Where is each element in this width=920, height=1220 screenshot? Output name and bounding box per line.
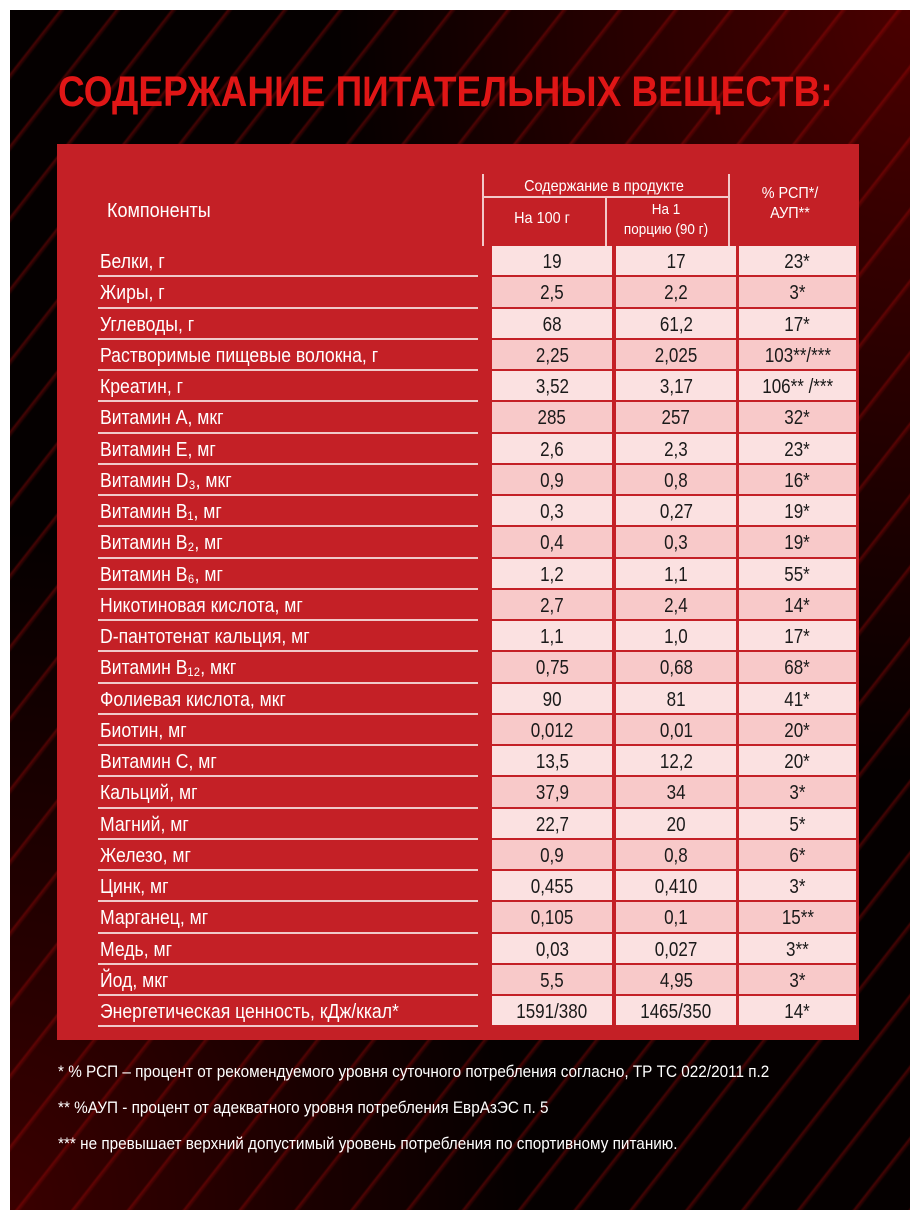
nutrition-table xyxy=(57,144,859,1040)
component-name: Витамин B₂, мг xyxy=(98,527,478,558)
value-rsp-percent: 3* xyxy=(739,277,856,306)
value-per-portion: 0,01 xyxy=(616,715,736,744)
table-row xyxy=(98,652,856,683)
value-per-portion: 2,2 xyxy=(616,277,736,306)
value-per-portion: 2,3 xyxy=(616,434,736,463)
component-name: Креатин, г xyxy=(98,371,478,402)
table-row xyxy=(98,465,856,496)
value-rsp-percent: 20* xyxy=(739,715,856,744)
value-per-portion: 2,025 xyxy=(616,340,736,369)
component-name: Медь, мг xyxy=(98,934,478,965)
value-per-100g: 0,9 xyxy=(492,465,612,494)
component-name: Витамин B₁, мг xyxy=(98,496,478,527)
value-rsp-percent: 17* xyxy=(739,309,856,338)
page-title: СОДЕРЖАНИЕ ПИТАТЕЛЬНЫХ ВЕЩЕСТВ: xyxy=(58,68,833,116)
value-per-100g: 68 xyxy=(492,309,612,338)
value-per-100g: 3,52 xyxy=(492,371,612,400)
value-rsp-percent: 55* xyxy=(739,559,856,588)
value-per-100g: 0,9 xyxy=(492,840,612,869)
value-per-portion: 0,3 xyxy=(616,527,736,556)
value-per-portion: 0,27 xyxy=(616,496,736,525)
value-per-100g: 5,5 xyxy=(492,965,612,994)
value-per-100g: 0,105 xyxy=(492,902,612,931)
value-per-100g: 2,5 xyxy=(492,277,612,306)
value-per-portion: 0,410 xyxy=(616,871,736,900)
component-name: Углеводы, г xyxy=(98,309,478,340)
value-rsp-percent: 103**/*** xyxy=(739,340,856,369)
header-separator xyxy=(482,174,484,246)
table-row xyxy=(98,527,856,558)
header-rsp-line1: % РСП*/ xyxy=(761,185,819,202)
component-name: Витамин B₁₂, мкг xyxy=(98,652,478,683)
value-rsp-percent: 3* xyxy=(739,871,856,900)
value-per-100g: 19 xyxy=(492,246,612,275)
table-row xyxy=(98,871,856,902)
table-row xyxy=(98,340,856,371)
footnote-aup: ** %АУП - процент от адекватного уровня потребления ЕврАзЭС п. 5 xyxy=(58,1098,549,1117)
component-name: Энергетическая ценность, кДж/ккал* xyxy=(98,996,478,1027)
value-rsp-percent: 14* xyxy=(739,996,856,1025)
table-row xyxy=(98,965,856,996)
value-per-portion: 81 xyxy=(616,684,736,713)
value-rsp-percent: 41* xyxy=(739,684,856,713)
table-row xyxy=(98,434,856,465)
component-name: Жиры, г xyxy=(98,277,478,308)
component-name: Витамин B₆, мг xyxy=(98,559,478,590)
table-row xyxy=(98,621,856,652)
table-row xyxy=(98,246,856,277)
table-row xyxy=(98,559,856,590)
value-rsp-percent: 3* xyxy=(739,965,856,994)
component-name: Марганец, мг xyxy=(98,902,478,933)
value-per-portion: 0,027 xyxy=(616,934,736,963)
table-row xyxy=(98,277,856,308)
table-row xyxy=(98,371,856,402)
value-per-100g: 0,455 xyxy=(492,871,612,900)
value-per-100g: 285 xyxy=(492,402,612,431)
component-name: Цинк, мг xyxy=(98,871,478,902)
value-rsp-percent: 20* xyxy=(739,746,856,775)
value-per-100g: 0,012 xyxy=(492,715,612,744)
value-per-portion: 3,17 xyxy=(616,371,736,400)
table-row xyxy=(98,777,856,808)
value-per-portion: 17 xyxy=(616,246,736,275)
value-per-portion: 0,8 xyxy=(616,840,736,869)
value-per-100g: 13,5 xyxy=(492,746,612,775)
header-separator xyxy=(605,198,607,246)
header-separator xyxy=(728,174,730,246)
value-per-100g: 0,75 xyxy=(492,652,612,681)
value-per-portion: 34 xyxy=(616,777,736,806)
table-row xyxy=(98,746,856,777)
value-per-100g: 2,25 xyxy=(492,340,612,369)
value-per-100g: 37,9 xyxy=(492,777,612,806)
value-per-100g: 22,7 xyxy=(492,809,612,838)
table-row xyxy=(98,402,856,433)
table-row xyxy=(98,809,856,840)
component-name: Растворимые пищевые волокна, г xyxy=(98,340,478,371)
value-per-100g: 0,03 xyxy=(492,934,612,963)
value-per-portion: 20 xyxy=(616,809,736,838)
value-per-100g: 0,3 xyxy=(492,496,612,525)
table-row xyxy=(98,684,856,715)
header-components: Компоненты xyxy=(107,200,211,222)
value-rsp-percent: 14* xyxy=(739,590,856,619)
value-rsp-percent: 23* xyxy=(739,434,856,463)
component-name: Витамин D₃, мкг xyxy=(98,465,478,496)
value-rsp-percent: 3* xyxy=(739,777,856,806)
component-name: Йод, мкг xyxy=(98,965,478,996)
table-row xyxy=(98,590,856,621)
table-row xyxy=(98,840,856,871)
header-rsp-line2: АУП** xyxy=(770,205,810,222)
component-name: Белки, г xyxy=(98,246,478,277)
component-name: Витамин E, мг xyxy=(98,434,478,465)
value-per-100g: 1,2 xyxy=(492,559,612,588)
value-rsp-percent: 23* xyxy=(739,246,856,275)
component-name: D-пантотенат кальция, мг xyxy=(98,621,478,652)
value-per-portion: 0,8 xyxy=(616,465,736,494)
value-per-100g: 90 xyxy=(492,684,612,713)
component-name: Никотиновая кислота, мг xyxy=(98,590,478,621)
header-per-100g: На 100 г xyxy=(514,210,570,227)
table-row xyxy=(98,715,856,746)
value-rsp-percent: 32* xyxy=(739,402,856,431)
value-per-portion: 257 xyxy=(616,402,736,431)
value-rsp-percent: 68* xyxy=(739,652,856,681)
value-per-100g: 2,6 xyxy=(492,434,612,463)
table-row xyxy=(98,996,856,1027)
value-per-portion: 0,68 xyxy=(616,652,736,681)
value-per-portion: 61,2 xyxy=(616,309,736,338)
value-rsp-percent: 19* xyxy=(739,496,856,525)
value-rsp-percent: 15** xyxy=(739,902,856,931)
value-rsp-percent: 16* xyxy=(739,465,856,494)
header-portion-line2: порцию (90 г) xyxy=(623,221,709,238)
value-rsp-percent: 6* xyxy=(739,840,856,869)
footnotes xyxy=(58,1062,848,1170)
value-rsp-percent: 3** xyxy=(739,934,856,963)
value-per-portion: 2,4 xyxy=(616,590,736,619)
component-name: Фолиевая кислота, мкг xyxy=(98,684,478,715)
component-name: Магний, мг xyxy=(98,809,478,840)
value-per-portion: 1,0 xyxy=(616,621,736,650)
value-rsp-percent: 5* xyxy=(739,809,856,838)
value-per-100g: 1,1 xyxy=(492,621,612,650)
footnote-rsp: * % РСП – процент от рекомендуемого уровня суточного потребления согласно, ТР ТС 022/2011 п.2 xyxy=(58,1062,770,1081)
value-rsp-percent: 19* xyxy=(739,527,856,556)
value-per-100g: 2,7 xyxy=(492,590,612,619)
value-per-portion: 0,1 xyxy=(616,902,736,931)
background-frame xyxy=(10,10,910,1210)
footnote-limit: *** не превышает верхний допустимый уровень потребления по спортивному питанию. xyxy=(58,1134,678,1153)
value-per-100g: 1591/380 xyxy=(492,996,612,1025)
table-row xyxy=(98,934,856,965)
component-name: Биотин, мг xyxy=(98,715,478,746)
value-per-portion: 1465/350 xyxy=(616,996,736,1025)
value-per-100g: 0,4 xyxy=(492,527,612,556)
value-per-portion: 12,2 xyxy=(616,746,736,775)
component-name: Витамин C, мг xyxy=(98,746,478,777)
header-rsp xyxy=(737,184,843,224)
header-per-portion xyxy=(613,200,719,240)
value-per-portion: 1,1 xyxy=(616,559,736,588)
header-portion-line1: На 1 xyxy=(651,201,681,218)
table-body xyxy=(98,246,856,1027)
table-row xyxy=(98,309,856,340)
value-per-portion: 4,95 xyxy=(616,965,736,994)
value-rsp-percent: 17* xyxy=(739,621,856,650)
value-rsp-percent: 106** /*** xyxy=(739,371,856,400)
component-name: Витамин A, мкг xyxy=(98,402,478,433)
table-row xyxy=(98,902,856,933)
table-row xyxy=(98,496,856,527)
header-content: Содержание в продукте xyxy=(524,178,684,195)
component-name: Кальций, мг xyxy=(98,777,478,808)
component-name: Железо, мг xyxy=(98,840,478,871)
